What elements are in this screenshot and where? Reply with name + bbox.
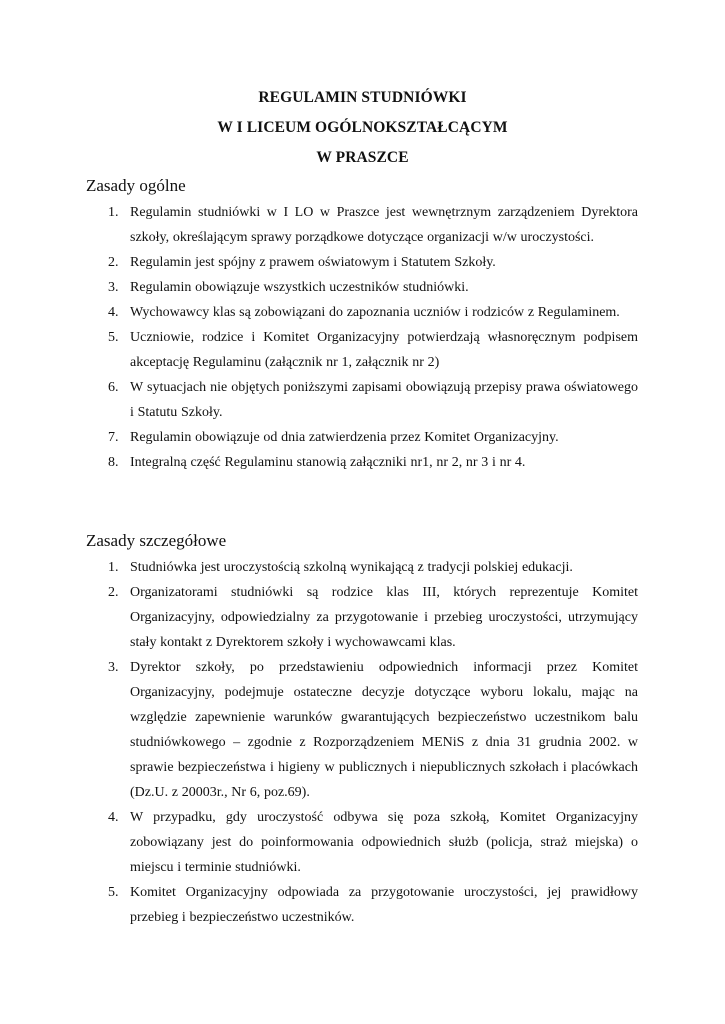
list-item-text: Dyrektor szkoły, po przedstawieniu odpowiednich informacji przez Komitet Organizacyjny, podejmuje ostateczne decyzje dotyczące wyboru lokalu, mając na względzie zapewnienie warunków gwarantujących bezpieczeństwo uczestnikom balu studniówkowego – zgodnie z Rozporządzeniem MENiS z dnia 31 grudnia 2002. w sprawie bezpieczeństwa i higieny w publicznych i niepublicznych szkołach i placówkach (Dz.U. z 20003r., Nr 6, poz.69). bbox=[130, 660, 638, 800]
list-item-text: W sytuacjach nie objętych poniższymi zapisami obowiązują przepisy prawa oświatowego i Statutu Szkoły. bbox=[130, 380, 638, 420]
list-item bbox=[0, 555, 725, 580]
list-item bbox=[0, 275, 725, 300]
list-item-text: Regulamin studniówki w I LO w Praszce jest wewnętrznym zarządzeniem Dyrektora szkoły, określającym sprawy porządkowe dotyczące organizacji w/w uroczystości. bbox=[130, 205, 638, 245]
list-item bbox=[0, 425, 725, 450]
list-item-number: 6. bbox=[108, 380, 119, 395]
list-item-text: W przypadku, gdy uroczystość odbywa się poza szkołą, Komitet Organizacyjny zobowiązany jest do poinformowania odpowiednich służb (policja, straż miejska) o miejscu i terminie studniówki. bbox=[130, 810, 638, 875]
list-item-number: 2. bbox=[108, 255, 119, 270]
list-item-number: 1. bbox=[108, 560, 119, 575]
list-item-text: Organizatorami studniówki są rodzice klas III, których reprezentuje Komitet Organizacyjny, odpowiedzialny za przygotowanie i przebieg uroczystości, utrzymujący stały kontakt z Dyrektorem szkoły i wychowawcami klas. bbox=[130, 585, 638, 650]
list-item bbox=[0, 580, 725, 655]
list-item-number: 4. bbox=[108, 810, 119, 825]
list-item-number: 1. bbox=[108, 205, 119, 220]
list-item bbox=[0, 250, 725, 275]
list-item-text: Integralną część Regulaminu stanowią załączniki nr1, nr 2, nr 3 i nr 4. bbox=[130, 455, 526, 470]
list-item-text: Regulamin jest spójny z prawem oświatowym i Statutem Szkoły. bbox=[130, 255, 496, 270]
list-item bbox=[0, 450, 725, 475]
list-item bbox=[0, 300, 725, 325]
list-item bbox=[0, 375, 725, 425]
document-title-line-1: REGULAMIN STUDNIÓWKI bbox=[258, 89, 467, 106]
list-item bbox=[0, 880, 725, 930]
general-rules-list bbox=[0, 200, 725, 475]
list-item-text: Uczniowie, rodzice i Komitet Organizacyjny potwierdzają własnoręcznym podpisem akceptację Regulaminu (załącznik nr 1, załącznik nr 2) bbox=[130, 330, 638, 370]
list-item-text: Regulamin obowiązuje od dnia zatwierdzenia przez Komitet Organizacyjny. bbox=[130, 430, 559, 445]
section-heading-detailed: Zasady szczegółowe bbox=[86, 531, 227, 550]
list-item bbox=[0, 805, 725, 880]
list-item-number: 5. bbox=[108, 885, 119, 900]
list-item-number: 7. bbox=[108, 430, 119, 445]
list-item-text: Wychowawcy klas są zobowiązani do zapoznania uczniów i rodziców z Regulaminem. bbox=[130, 305, 620, 320]
list-item-number: 3. bbox=[108, 660, 119, 675]
list-item-number: 3. bbox=[108, 280, 119, 295]
document-title-line-3: W PRASZCE bbox=[316, 149, 409, 166]
list-item bbox=[0, 655, 725, 805]
list-item-text: Studniówka jest uroczystością szkolną wynikającą z tradycji polskiej edukacji. bbox=[130, 560, 573, 575]
list-item-number: 4. bbox=[108, 305, 119, 320]
list-item-number: 2. bbox=[108, 585, 119, 600]
list-item-number: 8. bbox=[108, 455, 119, 470]
section-heading-general: Zasady ogólne bbox=[86, 176, 186, 195]
detailed-rules-list bbox=[0, 555, 725, 930]
list-item bbox=[0, 325, 725, 375]
list-item bbox=[0, 200, 725, 250]
list-item-number: 5. bbox=[108, 330, 119, 345]
list-item-text: Komitet Organizacyjny odpowiada za przygotowanie uroczystości, jej prawidłowy przebieg i bezpieczeństwo uczestników. bbox=[130, 885, 638, 925]
list-item-text: Regulamin obowiązuje wszystkich uczestników studniówki. bbox=[130, 280, 469, 295]
document-title-line-2: W I LICEUM OGÓLNOKSZTAŁCĄCYM bbox=[217, 119, 508, 136]
